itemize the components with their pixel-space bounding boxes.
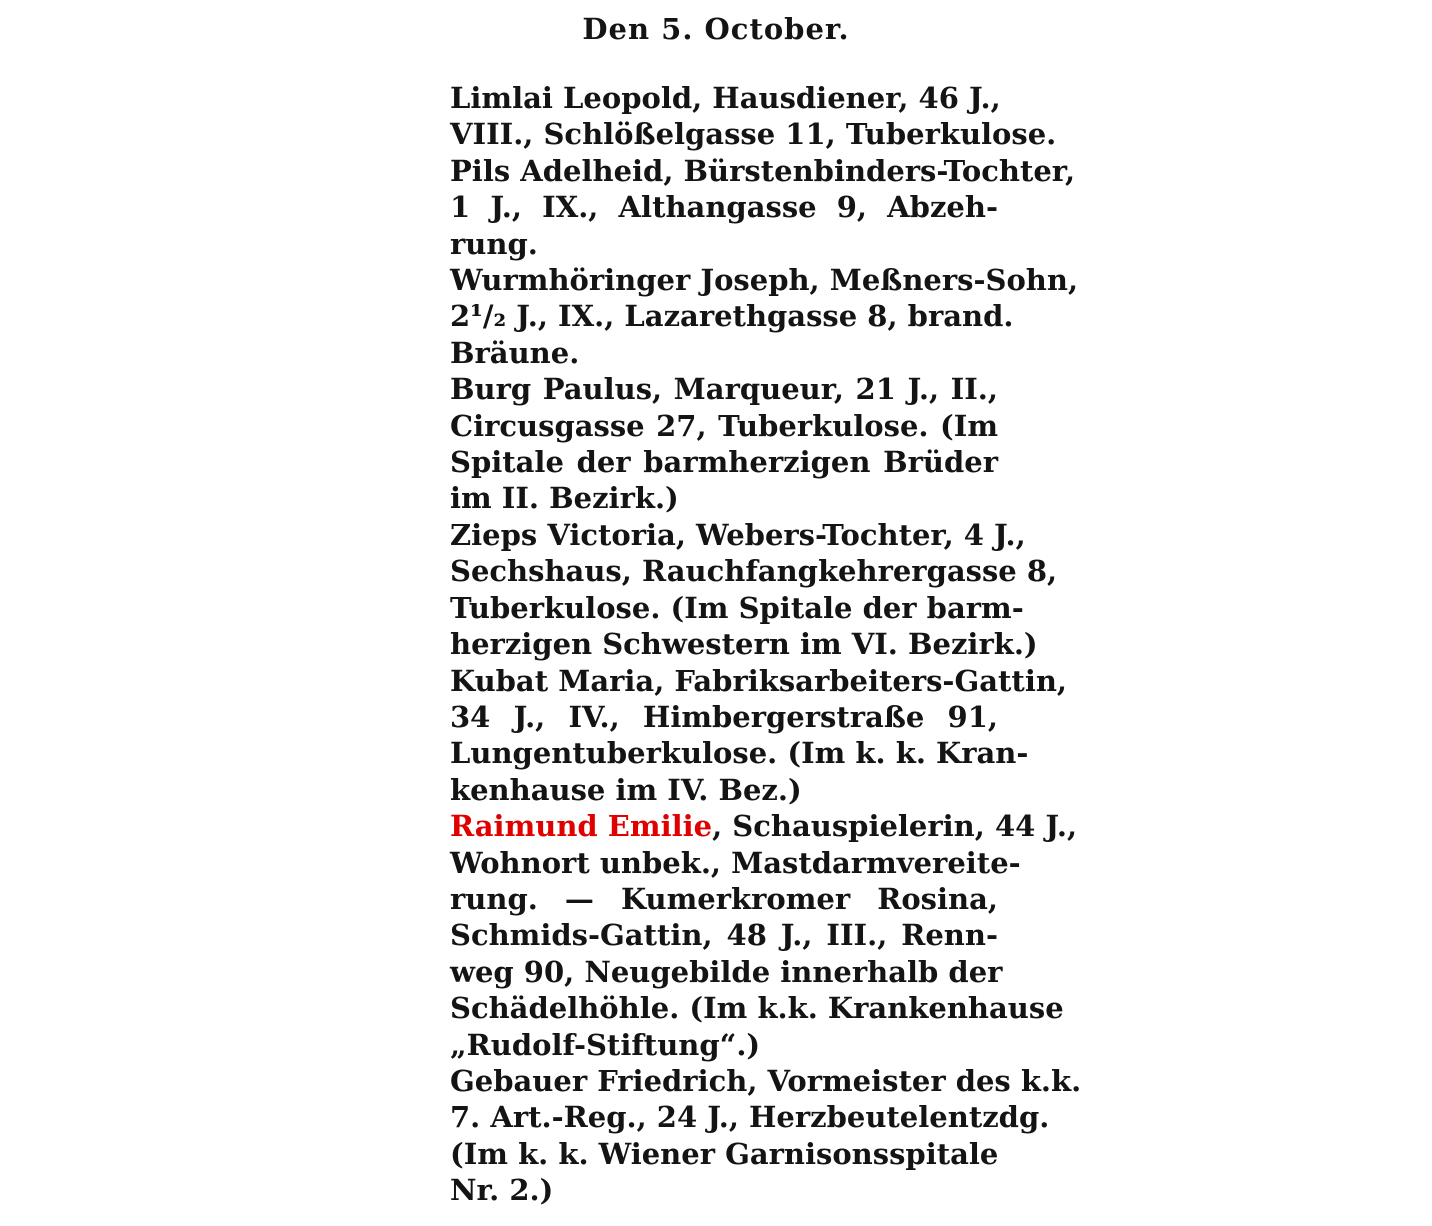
entry-line: VIII., Schlößelgasse 11, Tuberkulose. [450,117,1057,152]
register-entry [450,663,1068,809]
register-entry [450,517,1058,663]
highlighted-name: Raimund Emilie [450,809,713,844]
entry-line: Lungentuberkulose. (Im k. k. Kran- [450,736,1029,771]
register-entry [450,153,1076,262]
entry-line: Kubat Maria, Fabriksarbeiters-Gattin, [450,663,1068,698]
entry-line: „Rudolf-Stiftung“.) [450,1027,761,1062]
register-entry [450,80,1057,153]
entry-line: rung. [450,226,538,261]
entry-line: (Im k. k. Wiener Garnisonsspitale [450,1136,999,1171]
page-title: Den 5. October. [582,12,850,46]
entry-line: 7. Art.-Reg., 24 J., Herzbeutelentzdg. [450,1100,1050,1135]
entry-line: Schmids-Gattin, 48 J., III., Renn- [450,918,998,953]
entry-line: Bräune. [450,335,580,370]
entry-line: Wohnort unbek., Mastdarmvereite- [450,845,1021,880]
entry-line-rest: , Schauspielerin, 44 J., [712,809,1078,844]
entry-line: im II. Bezirk.) [450,481,679,516]
entry-line: Spitale der barmherzigen Brüder [450,445,998,480]
register-column [450,80,1082,1209]
entry-line: Zieps Victoria, Webers-Tochter, 4 J., [450,517,1026,552]
register-entry [450,1063,1082,1209]
entry-line: Schädelhöhle. (Im k.k. Krankenhause [450,991,1064,1026]
entry-line: Tuberkulose. (Im Spitale der barm- [450,590,1024,625]
entry-line: Nr. 2.) [450,1173,554,1208]
entry-line: rung. — Kumerkromer Rosina, [450,881,998,916]
entry-line: Gebauer Friedrich, Vormeister des k.k. [450,1063,1082,1098]
entry-line [450,808,1078,844]
entry-line: 1 J., IX., Althangasse 9, Abzeh- [450,190,998,225]
entry-line: herzigen Schwestern im VI. Bezirk.) [450,627,1038,662]
entry-line: Sechshaus, Rauchfangkehrergasse 8, [450,554,1058,589]
entry-line: Limlai Leopold, Hausdiener, 46 J., [450,81,1001,115]
entry-line: Circusgasse 27, Tuberkulose. (Im [450,408,998,443]
register-entry [450,371,998,517]
entry-line: Burg Paulus, Marqueur, 21 J., II., [450,372,998,407]
entry-line: kenhause im IV. Bez.) [450,772,802,807]
entry-line: Pils Adelheid, Bürstenbinders-Tochter, [450,153,1076,188]
entry-line: 2¹/₂ J., IX., Lazarethgasse 8, brand. [450,299,1014,334]
register-entry [450,262,1079,371]
entry-line: Wurmhöringer Joseph, Meßners-Sohn, [450,263,1079,298]
register-entry-highlighted [450,808,1078,1063]
entry-line: 34 J., IV., Himbergerstraße 91, [450,699,998,734]
entry-line: weg 90, Neugebilde innerhalb der [450,954,1003,989]
